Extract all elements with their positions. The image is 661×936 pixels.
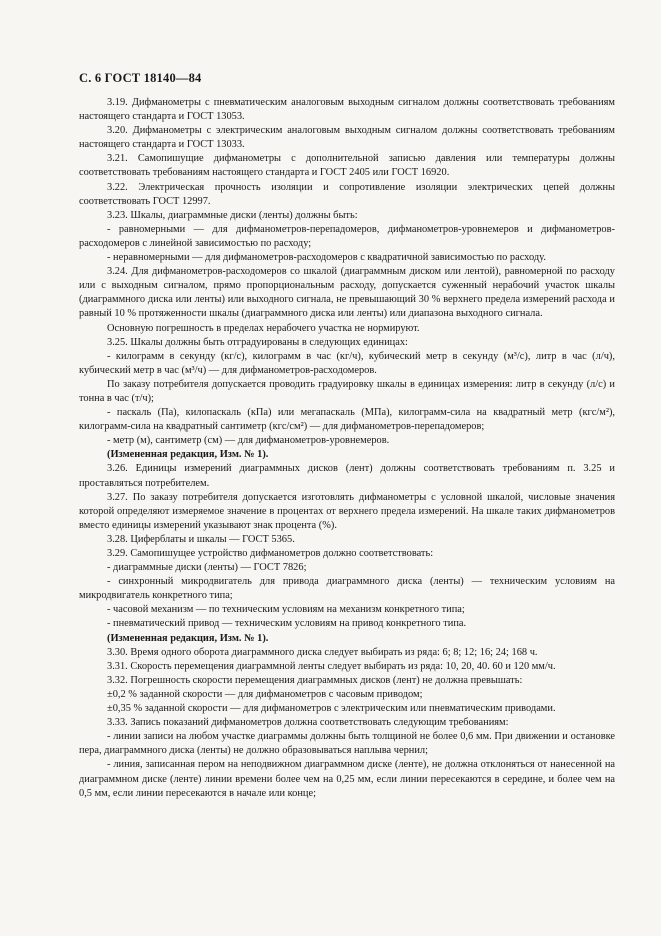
list-item: - неравномерными — для дифманометров-расходомеров с квадратичной зависимостью по расходу. (107, 252, 546, 264)
list-item: - паскаль (Па), килопаскаль (кПа) или мегапаскаль (МПа), килограмм-сила на квадратный метр (кгс/м²), килограмм-сила на квадратный сантиметр (кгс/см²) — для дифманометров-перепадомеров; (79, 407, 615, 433)
list-item: - линии записи на любом участке диаграммы должны быть толщиной не более 0,6 мм. При движении и остановке пера, диаграммного диска (ленты) не должно образовываться наплыва чернил; (79, 731, 615, 757)
paragraph-3-26: 3.26. Единицы измерений диаграммных дисков (лент) должны соответствовать требованиям п. 3.25 и проставляться потребителем. (79, 463, 615, 489)
list-item: ±0,2 % заданной скорости — для дифманометров с часовым приводом; (107, 688, 423, 700)
list-item: - пневматический привод — техническим условиям на привод конкретного типа. (107, 618, 467, 630)
list-item: - равномерными — для дифманометров-перепадомеров, дифманометров-уровнемеров и дифманометров-расходомеров с линейной зависимостью по расходу; (79, 223, 615, 249)
list-item: - метр (м), сантиметр (см) — для дифманометров-уровнемеров. (107, 435, 390, 447)
paragraph-3-29: 3.29. Самопишущее устройство дифманометров должно соответствовать: (107, 548, 434, 559)
paragraph-3-22: 3.22. Электрическая прочность изоляции и сопротивление изоляции электрических цепей должны соответствовать ГОСТ 12997. (79, 181, 615, 207)
list-item: - килограмм в секунду (кг/с), килограмм в час (кг/ч), кубический метр в секунду (м³/с), литр в час (л/ч), кубический метр в час (м³/ч) — для дифманометров-расходомеров. (79, 350, 615, 376)
revision-note: (Измененная редакция, Изм. № 1). (107, 449, 269, 461)
paragraph-3-32: 3.32. Погрешность скорости перемещения диаграммных дисков (лент) не должна превышать: (107, 674, 523, 686)
paragraph-3-20: 3.20. Дифманометры с электрическим аналоговым выходным сигналом должны соответствовать требованиям настоящего стандарта и ГОСТ 13033. (79, 125, 615, 151)
page-header: С. 6 ГОСТ 18140—84 (79, 71, 202, 85)
revision-note: (Измененная редакция, Изм. № 1). (107, 632, 269, 644)
paragraph-3-33: 3.33. Запись показаний дифманометров должна соответствовать следующим требованиям: (107, 717, 509, 729)
document-body (79, 96, 615, 801)
paragraph-text: Основную погрешность в пределах нерабочего участка не нормируют. (107, 322, 420, 334)
paragraph-3-24: 3.24. Для дифманометров-расходомеров со шкалой (диаграммным диском или лентой), равномерной по расходу или с выходным сигналом, прямо пропорциональным расходу, допускается суженный нерабочий участок шкалы (диаграммного диска или ленты) или выходного сигнала, не превышающий 30 % верхнего предела измерений расхода и равный 10 % протяженности шкалы (диаграммного диска или ленты) или диапазона выходного сигнала. (79, 266, 615, 320)
paragraph-3-31: 3.31. Скорость перемещения диаграммной ленты следует выбирать из ряда: 10, 20, 40. 60 и 120 мм/ч. (107, 660, 556, 672)
list-item: ±0,35 % заданной скорости — для дифманометров с электрическим или пневматическим приводами. (107, 703, 556, 715)
paragraph-text: По заказу потребителя допускается проводить градуировку шкалы в единицах измерения: литр в секунду (л/с) и тонна в час (т/ч); (79, 378, 615, 404)
paragraph-3-23: 3.23. Шкалы, диаграммные диски (ленты) должны быть: (107, 209, 358, 221)
paragraph-3-21: 3.21. Самопишущие дифманометры с дополнительной записью давления или температуры должны соответствовать требованиям настоящего стандарта и ГОСТ 2405 или ГОСТ 16920. (79, 153, 615, 179)
list-item: - диаграммные диски (ленты) — ГОСТ 7826; (107, 562, 307, 574)
paragraph-3-28: 3.28. Циферблаты и шкалы — ГОСТ 5365. (107, 533, 295, 545)
list-item: - синхронный микродвигатель для привода диаграммного диска (ленты) — техническим условиям на микродвигатель конкретного типа; (79, 576, 615, 602)
paragraph-3-25: 3.25. Шкалы должны быть отградуированы в следующих единицах: (107, 336, 408, 348)
list-item: - часовой механизм — по техническим условиям на механизм конкретного типа; (107, 604, 465, 616)
list-item: - линия, записанная пером на неподвижном диаграммном диске (ленте), не должна отклоняться от нанесенной на диаграммном диске (ленте) линии времени более чем на 0,25 мм, если линии пересекаются в середине, и более чем на 0,5 мм, если линии пересекаются в начале или конце; (79, 759, 615, 799)
paragraph-3-19: 3.19. Дифманометры с пневматическим аналоговым выходным сигналом должны соответствовать требованиям настоящего стандарта и ГОСТ 13053. (79, 97, 615, 123)
paragraph-3-27: 3.27. По заказу потребителя допускается изготовлять дифманометры с условной шкалой, числовые значения которой определяют измеряемое значение в процентах от верхнего предела измерений. На шкале таких дифманометров вместо единицы измерений указывают знак процента (%). (79, 491, 615, 531)
paragraph-3-30: 3.30. Время одного оборота диаграммного диска следует выбирать из ряда: 6; 8; 12; 16; 24; 168 ч. (107, 646, 538, 658)
